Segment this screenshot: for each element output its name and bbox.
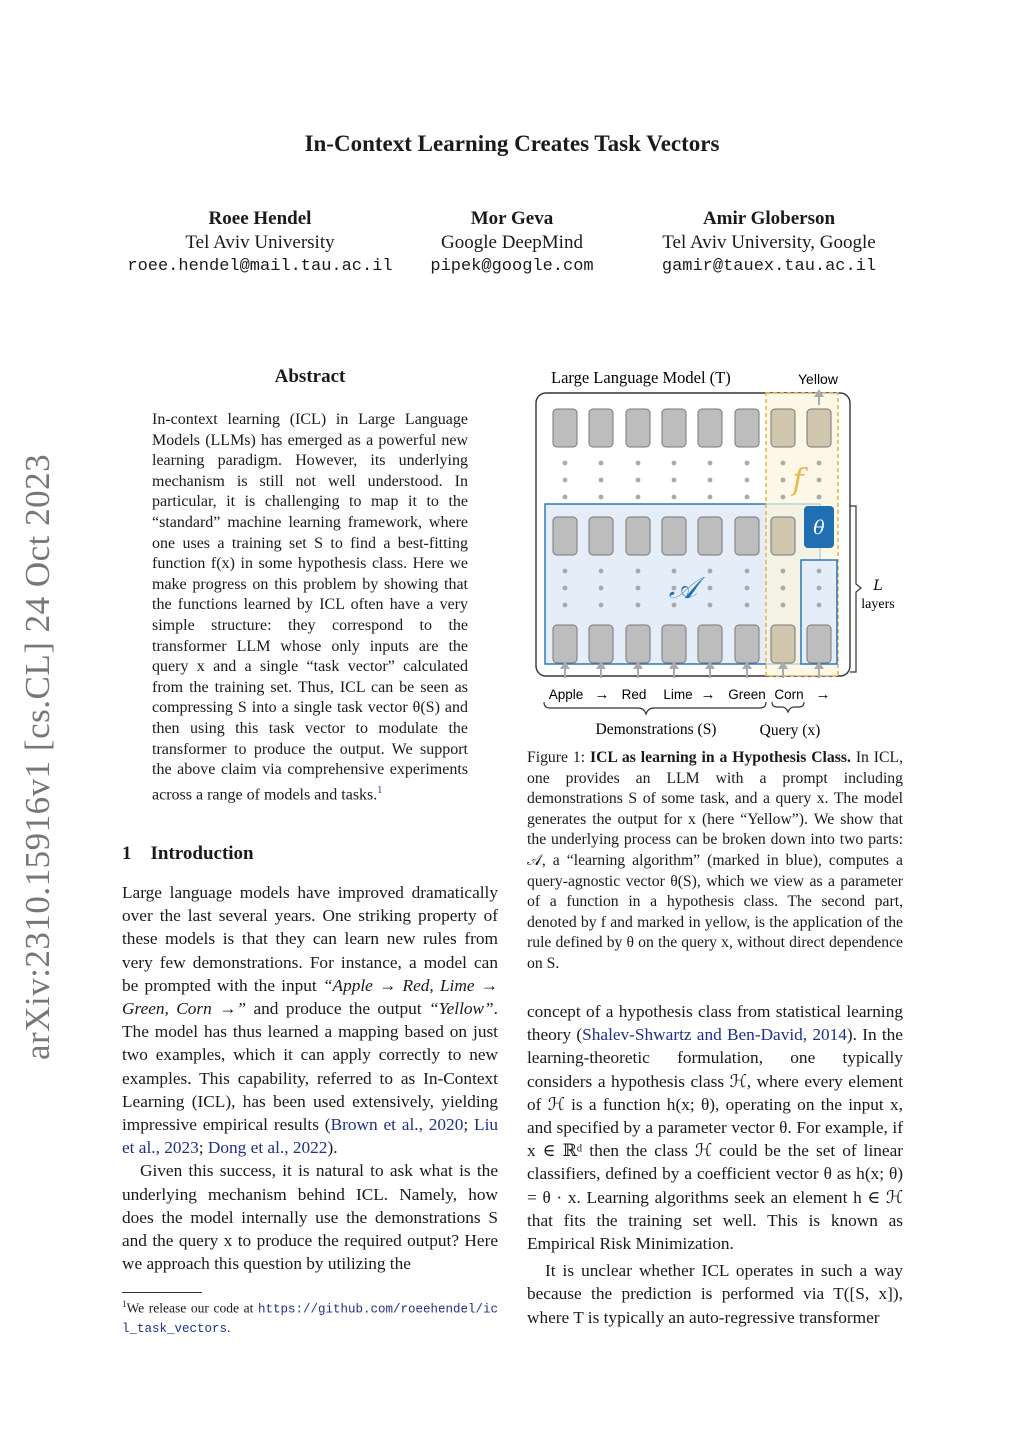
abstract-body: In-context learning (ICL) in Large Language Models (LLMs) has emerged as a powerful new learning paradigm. However, its underlying mechanism is still not well understood. In particular, it is challenging to map it to the “standard” machine learning framework, where one uses a training set S to find a best-fitting function f(x) in some hypothesis class. Here we make progress on this problem by showing that the functions learned by ICL often have a very simple structure: they correspond to the transformer LLM whose only inputs are the query x and a single “task vector” calculated from the training set. Thus, ICL can be seen as compressing S into a single task vector θ(S) and then using this task vector to modulate the transformer to produce the output. We support the above claim via comprehensive experiments across a range of models and tasks.	[152, 411, 468, 804]
author-affiliation: Google DeepMind	[441, 232, 583, 253]
abstract-heading: Abstract	[274, 366, 346, 387]
author-name: Roee Hendel	[208, 208, 312, 229]
author-affiliation: Tel Aviv University, Google	[662, 232, 876, 253]
layer-dot	[745, 478, 750, 483]
layer-dot	[745, 603, 750, 608]
demonstrations-label: Demonstrations (S)	[595, 721, 717, 738]
demonstrations-brace	[544, 702, 766, 714]
intro-text: Large language models have improved dramatically over the last several years. One striking property of these models is that they can learn new rules from very few demonstrations. For instance, a model can be prompted with the input	[122, 883, 498, 995]
figure-caption	[527, 748, 903, 975]
author-affiliation: Tel Aviv University	[185, 232, 335, 253]
layer-dot	[563, 569, 568, 574]
body-text: concept of a hypothesis class from statistical learning theory (	[527, 1002, 903, 1045]
output-label: Yellow	[798, 371, 838, 387]
paper-title: In-Context Learning Creates Task Vectors	[304, 131, 720, 156]
code-link[interactable]: https://github.com/roeehendel/icl_task_vectors	[122, 1302, 498, 1336]
transformer-node	[662, 625, 686, 663]
layer-dot	[817, 586, 822, 591]
author-block	[362, 207, 662, 279]
prompt-token: Apple	[548, 687, 584, 702]
intro-paragraph: Given this success, it is natural to ask what is the underlying mechanism behind ICL. Namely, how does the model internally use the demonstrations S and the query x to produce the required output? Here we approach this question by utilizing the	[122, 1161, 498, 1274]
layer-dot	[781, 495, 786, 500]
layer-dot	[636, 569, 641, 574]
abstract-text	[152, 410, 468, 806]
section-heading-introduction: 1 Introduction	[122, 843, 254, 864]
layer-dot	[708, 461, 713, 466]
author-name: Amir Globerson	[702, 208, 836, 229]
layer-dot	[599, 495, 604, 500]
model-label: Large Language Model (T)	[551, 368, 731, 387]
footnote-divider	[122, 1292, 202, 1293]
layer-dot	[563, 478, 568, 483]
footnote-text: We release our code at	[126, 1300, 258, 1316]
f-label: f	[792, 463, 804, 498]
layer-dot	[672, 461, 677, 466]
prompt-token: Corn	[774, 687, 804, 702]
layer-dot	[636, 495, 641, 500]
transformer-node	[589, 625, 613, 663]
layer-dot	[636, 478, 641, 483]
layer-dot	[781, 586, 786, 591]
intro-output: “Yellow”	[428, 999, 494, 1019]
author-email[interactable]: gamir@tauex.tau.ac.il	[661, 257, 877, 276]
intro-text: . The model has thus learned a mapping based on just two examples, which it can apply correctly to new examples. This capability, referred to as In-Context Learning (ICL), has been used extensively, yielding impressive empirical results (	[122, 999, 498, 1135]
layer-dot	[599, 569, 604, 574]
author-email[interactable]: pipek@google.com	[430, 257, 594, 276]
transformer-node	[553, 517, 577, 555]
transformer-node	[807, 625, 831, 663]
layer-dot	[817, 603, 822, 608]
right-column-text	[527, 1000, 903, 1329]
figure-icl-diagram	[520, 360, 910, 745]
layer-dot	[636, 603, 641, 608]
layer-dot	[708, 603, 713, 608]
layer-dot	[745, 586, 750, 591]
caption-prefix: Figure 1:	[527, 749, 590, 766]
layer-dot	[745, 461, 750, 466]
layer-dot	[563, 603, 568, 608]
citation-link[interactable]: Brown et al., 2020	[330, 1115, 464, 1135]
transformer-node	[553, 409, 577, 447]
transformer-node	[735, 625, 759, 663]
layer-dot	[563, 461, 568, 466]
layer-dot	[817, 569, 822, 574]
prompt-token: →	[700, 686, 716, 703]
theta-label: θ	[813, 517, 825, 539]
transformer-node	[589, 409, 613, 447]
query-label: Query (x)	[759, 722, 821, 739]
layer-dot	[599, 603, 604, 608]
intro-text: ).	[327, 1138, 338, 1158]
transformer-node	[807, 409, 831, 447]
layer-dot	[636, 586, 641, 591]
layer-dot	[563, 495, 568, 500]
layers-brace	[850, 506, 861, 672]
query-brace	[772, 702, 804, 712]
intro-example: “Apple → Red, Lime → Green, Corn →”	[122, 975, 498, 1019]
layer-dot	[781, 461, 786, 466]
transformer-node	[698, 625, 722, 663]
caption-text: In ICL, one provides an LLM with a prompt including demonstrations S of some task, and a query x. The model generates the output for x (here “Yellow”). We show that the underlying process can be broken down into two parts: 𝒜, a “learning algorithm” (marked in blue), computes a query-agnostic vector θ(S), which we view as a parameter of a function in a hypothesis class. The second part, denoted by f and marked in yellow, is the application of the rule defined by θ on the query x, without direct dependence on S.	[527, 749, 903, 972]
layer-dot	[599, 586, 604, 591]
footnote-end: .	[227, 1319, 231, 1335]
layer-dot	[781, 478, 786, 483]
prompt-token: →	[815, 686, 831, 703]
footnote-mark: 1	[122, 1299, 127, 1309]
layer-dot	[817, 461, 822, 466]
layer-dot	[817, 478, 822, 483]
caption-title: ICL as learning in a Hypothesis Class.	[589, 749, 851, 766]
transformer-node	[698, 409, 722, 447]
body-text: ). In the learning-theoretic formulation, one typically considers a hypothesis class ℋ, where every element of ℋ is a function h(x; θ), operating on the input x, and specified by a parameter vector θ. For example, if x ∈ ℝᵈ then the class ℋ could be the set of linear classifiers, defined by a coefficient vector θ as h(x; θ) = θ · x. Learning algorithms seek an element h ∈ ℋ that fits the training set well. This is known as Empirical Risk Minimization.	[527, 1025, 903, 1254]
introduction-text: Large language models have improved dramatically over the last several years. One striking property of these models is that they can learn new rules from very few demonstrations. For instance, a model can be prompted with the input “Apple → Red, Lime → Green, Corn →” and produce the output “Yellow”. The model has thus learned a mapping based on just two examples, which it can apply correctly to new examples. This capability, referred to as In-Context Learning (ICL), has been used extensively, yielding impressive empirical results (Brown et al., 2020; Liu et al., 2023; Dong et al., 2022). Given this success, it is natural to ask what is the underlying mechanism behind ICL. Namely, how does the model internally use the demonstrations S and the query x to produce the required output? Here we approach this question by utilizing the	[122, 881, 498, 1275]
layer-dot	[708, 586, 713, 591]
layer-dot	[672, 495, 677, 500]
transformer-node	[626, 625, 650, 663]
layer-dot	[745, 495, 750, 500]
transformer-node	[771, 409, 795, 447]
author-block	[619, 207, 919, 279]
A-label: 𝒜	[668, 571, 698, 606]
layer-dot	[636, 461, 641, 466]
layer-dot	[708, 495, 713, 500]
layer-dot	[708, 569, 713, 574]
transformer-node	[662, 409, 686, 447]
layer-dot	[599, 461, 604, 466]
author-name: Mor Geva	[470, 208, 554, 229]
layer-dot	[745, 569, 750, 574]
body-paragraph: It is unclear whether ICL operates in such a way because the prediction is performed via T([S, x]), where T is typically an auto-regressive transformer	[527, 1261, 903, 1327]
transformer-node	[771, 517, 795, 555]
footnote-ref[interactable]: 1	[377, 784, 383, 796]
layers-L-label: L	[873, 578, 883, 594]
prompt-token: Red	[621, 687, 647, 702]
layer-dot	[599, 478, 604, 483]
layers-word: layers	[861, 597, 895, 612]
transformer-node	[626, 517, 650, 555]
author-email[interactable]: roee.hendel@mail.tau.ac.il	[127, 257, 393, 276]
prompt-token: Green	[728, 687, 766, 702]
layer-dot	[563, 586, 568, 591]
arxiv-side-label: arXiv:2310.15916v1 [cs.CL] 24 Oct 2023	[18, 453, 57, 1060]
citation-link[interactable]: Shalev-Shwartz and Ben-David, 2014	[582, 1025, 847, 1045]
transformer-node	[553, 625, 577, 663]
layer-dot	[781, 603, 786, 608]
layer-dot	[817, 495, 822, 500]
prompt-token: →	[594, 686, 610, 703]
transformer-node	[698, 517, 722, 555]
transformer-node	[626, 409, 650, 447]
transformer-node	[589, 517, 613, 555]
transformer-node	[662, 517, 686, 555]
citation-link[interactable]: Liu et al., 2023	[122, 1115, 499, 1158]
transformer-node	[735, 517, 759, 555]
transformer-node	[771, 625, 795, 663]
citation-link[interactable]: Dong et al., 2022	[207, 1138, 328, 1158]
footnote	[122, 1295, 498, 1338]
layer-dot	[708, 478, 713, 483]
prompt-token: Lime	[663, 687, 693, 702]
transformer-node	[735, 409, 759, 447]
layer-dot	[672, 478, 677, 483]
layer-dot	[781, 569, 786, 574]
intro-text: and produce the output	[246, 999, 429, 1019]
